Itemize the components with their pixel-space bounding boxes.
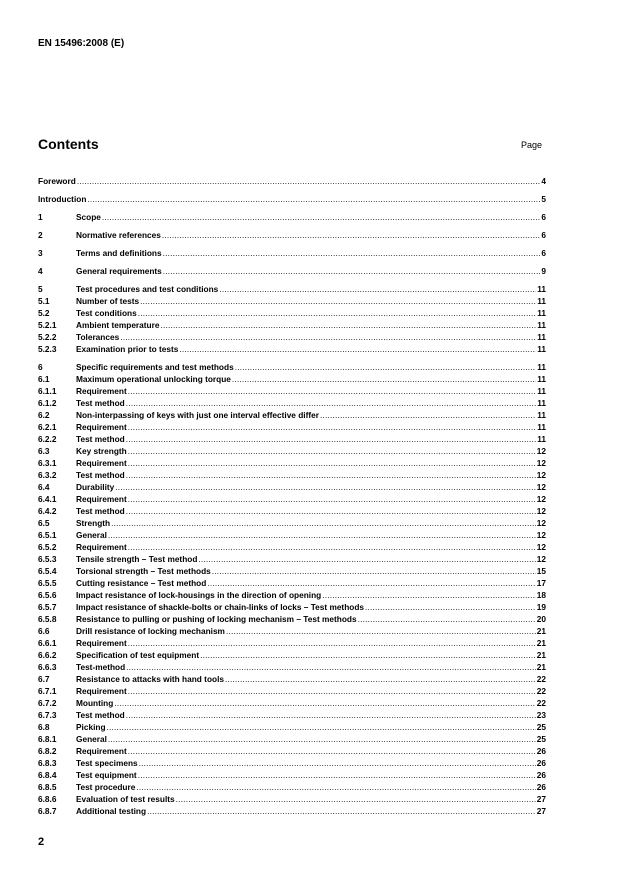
- toc-entry-number: 6.8.3: [38, 758, 57, 768]
- toc-entry-number: 6.8.5: [38, 782, 57, 792]
- toc-entry-title: Test procedure: [76, 782, 136, 792]
- toc-entry-title: Resistance to pulling or pushing of locking mechanism – Test methods: [76, 614, 357, 624]
- toc-entry[interactable]: [38, 529, 546, 541]
- toc-dot-leader: [200, 649, 536, 661]
- toc-dot-leader: [128, 445, 536, 457]
- toc-entry-page: 27: [536, 806, 546, 816]
- toc-entry-title: Requirement: [76, 386, 127, 396]
- toc-entry-page: 6: [541, 212, 546, 222]
- toc-entry[interactable]: [38, 397, 546, 409]
- toc-entry-page: 23: [536, 710, 546, 720]
- toc-entry[interactable]: [38, 541, 546, 553]
- toc-entry[interactable]: [38, 517, 546, 529]
- toc-entry-title: Examination prior to tests: [76, 344, 179, 354]
- toc-entry[interactable]: [38, 409, 546, 421]
- toc-dot-leader: [102, 211, 540, 223]
- toc-entry-title: Test specimens: [76, 758, 138, 768]
- toc-entry-number: 5: [38, 284, 43, 294]
- toc-entry-page: 5: [541, 194, 546, 204]
- toc-dot-leader: [232, 373, 536, 385]
- toc-entry-title: General requirements: [76, 266, 162, 276]
- toc-entry[interactable]: [38, 445, 546, 457]
- toc-dot-leader: [128, 685, 536, 697]
- toc-dot-leader: [226, 625, 536, 637]
- toc-entry-page: 11: [537, 386, 546, 396]
- toc-entry-title: Test procedures and test conditions: [76, 284, 219, 294]
- toc-entry-page: 21: [536, 662, 546, 672]
- toc-entry-number: 6.7.1: [38, 686, 57, 696]
- toc-entry[interactable]: [38, 601, 546, 613]
- toc-dot-leader: [128, 457, 536, 469]
- toc-entry-number: 5.2.2: [38, 332, 57, 342]
- toc-entry-page: 11: [537, 410, 546, 420]
- toc-entry-title: Test method: [76, 710, 125, 720]
- toc-entry-page: 4: [541, 176, 546, 186]
- toc-entry-page: 12: [536, 494, 546, 504]
- toc-entry[interactable]: [38, 457, 546, 469]
- toc-dot-leader: [179, 343, 536, 355]
- toc-dot-leader: [87, 193, 540, 205]
- toc-entry-number: 6.4: [38, 482, 50, 492]
- toc-entry-title: Tolerances: [76, 332, 120, 342]
- toc-entry-title: Foreword: [38, 176, 76, 186]
- toc-entry-page: 11: [537, 434, 546, 444]
- toc-dot-leader: [322, 589, 536, 601]
- toc-entry-number: 6.5.8: [38, 614, 57, 624]
- toc-entry-number: 6.6: [38, 626, 50, 636]
- toc-entry-page: 25: [536, 722, 546, 732]
- toc-entry-number: 1: [38, 212, 43, 222]
- toc-dot-leader: [163, 265, 541, 277]
- toc-entry-title: Test method: [76, 506, 125, 516]
- toc-entry-page: 11: [537, 332, 546, 342]
- toc-entry[interactable]: [38, 613, 546, 625]
- toc-entry-page: 11: [537, 308, 546, 318]
- toc-entry-page: 26: [536, 758, 546, 768]
- toc-dot-leader: [111, 517, 536, 529]
- toc-entry-title: Maximum operational unlocking torque: [76, 374, 231, 384]
- toc-entry-number: 6.4.1: [38, 494, 57, 504]
- toc-entry-number: 4: [38, 266, 43, 276]
- toc-dot-leader: [160, 319, 536, 331]
- toc-entry-title: Durability: [76, 482, 115, 492]
- toc-entry-number: 6.3.2: [38, 470, 57, 480]
- toc-entry[interactable]: [38, 805, 546, 817]
- toc-dot-leader: [365, 601, 536, 613]
- toc-entry-title: Introduction: [38, 194, 87, 204]
- toc-entry-page: 11: [537, 398, 546, 408]
- toc-dot-leader: [139, 757, 536, 769]
- toc-entry[interactable]: [38, 229, 546, 241]
- toc-entry-number: 6.5.7: [38, 602, 57, 612]
- toc-entry-page: 22: [536, 698, 546, 708]
- toc-dot-leader: [320, 409, 536, 421]
- toc-entry[interactable]: [38, 175, 546, 187]
- toc-entry-page: 12: [536, 506, 546, 516]
- toc-dot-leader: [176, 793, 536, 805]
- toc-entry-number: 6.5: [38, 518, 50, 528]
- toc-entry[interactable]: [38, 307, 546, 319]
- toc-entry[interactable]: [38, 673, 546, 685]
- toc-entry-page: 12: [536, 458, 546, 468]
- toc-entry-page: 11: [537, 344, 546, 354]
- toc-dot-leader: [115, 481, 536, 493]
- toc-entry-title: Test conditions: [76, 308, 137, 318]
- toc-entry[interactable]: [38, 265, 546, 277]
- toc-dot-leader: [108, 529, 536, 541]
- toc-entry-page: 17: [536, 578, 546, 588]
- toc-entry-number: 5.2.1: [38, 320, 57, 330]
- toc-entry-number: 6.8.7: [38, 806, 57, 816]
- toc-entry-title: Cutting resistance – Test method: [76, 578, 207, 588]
- toc-entry-page: 12: [536, 542, 546, 552]
- toc-entry-page: 12: [536, 470, 546, 480]
- toc-entry[interactable]: [38, 637, 546, 649]
- toc-entry-number: 2: [38, 230, 43, 240]
- toc-entry-page: 12: [536, 446, 546, 456]
- toc-entry-number: 6.5.6: [38, 590, 57, 600]
- toc-entry-page: 26: [536, 782, 546, 792]
- toc-entry-number: 6.6.1: [38, 638, 57, 648]
- toc-entry-title: Non-interpassing of keys with just one interval effective differ: [76, 410, 319, 420]
- toc-entry-number: 6.8.4: [38, 770, 57, 780]
- toc-entry-page: 11: [537, 284, 546, 294]
- toc-dot-leader: [126, 661, 536, 673]
- toc-entry[interactable]: [38, 649, 546, 661]
- toc-dot-leader: [162, 229, 541, 241]
- toc-entry-number: 6.5.5: [38, 578, 57, 588]
- toc-entry-number: 6.8.2: [38, 746, 57, 756]
- toc-entry[interactable]: [38, 781, 546, 793]
- toc-entry-title: Requirement: [76, 638, 127, 648]
- toc-dot-leader: [212, 565, 536, 577]
- toc-entry-page: 21: [536, 626, 546, 636]
- toc-entry-title: Mounting: [76, 698, 114, 708]
- toc-entry-title: Test method: [76, 434, 125, 444]
- toc-entry-number: 3: [38, 248, 43, 258]
- toc-entry[interactable]: [38, 295, 546, 307]
- toc-entry-title: Specification of test equipment: [76, 650, 200, 660]
- toc-entry-number: 5.2.3: [38, 344, 57, 354]
- toc-entry-page: 9: [541, 266, 546, 276]
- toc-entry[interactable]: [38, 343, 546, 355]
- toc-dot-leader: [120, 331, 536, 343]
- toc-entry-page: 11: [537, 320, 546, 330]
- toc-dot-leader: [136, 781, 535, 793]
- toc-dot-leader: [128, 637, 536, 649]
- toc-entry-number: 5.1: [38, 296, 50, 306]
- toc-entry[interactable]: [38, 421, 546, 433]
- toc-entry[interactable]: [38, 769, 546, 781]
- toc-dot-leader: [140, 295, 536, 307]
- toc-entry-page: 27: [536, 794, 546, 804]
- toc-dot-leader: [128, 493, 536, 505]
- toc-entry-title: Requirement: [76, 458, 127, 468]
- toc-entry[interactable]: [38, 283, 546, 295]
- toc-entry-page: 22: [536, 686, 546, 696]
- toc-entry-title: Terms and definitions: [76, 248, 162, 258]
- toc-dot-leader: [128, 541, 536, 553]
- toc-entry[interactable]: [38, 505, 546, 517]
- toc-entry-page: 26: [536, 770, 546, 780]
- toc-entry[interactable]: [38, 493, 546, 505]
- toc-entry-title: Test method: [76, 398, 125, 408]
- toc-entry[interactable]: [38, 589, 546, 601]
- toc-dot-leader: [108, 733, 536, 745]
- toc-entry-number: 6.2.2: [38, 434, 57, 444]
- toc-entry[interactable]: [38, 481, 546, 493]
- toc-entry-number: 6.5.3: [38, 554, 57, 564]
- toc-dot-leader: [126, 469, 536, 481]
- toc-entry[interactable]: [38, 361, 546, 373]
- toc-entry-page: 11: [537, 362, 546, 372]
- toc-dot-leader: [128, 421, 537, 433]
- toc-entry-page: 11: [537, 296, 546, 306]
- toc-dot-leader: [207, 577, 535, 589]
- toc-dot-leader: [126, 505, 536, 517]
- toc-entry-page: 6: [541, 230, 546, 240]
- toc-entry-page: 18: [536, 590, 546, 600]
- toc-entry-number: 6.7.3: [38, 710, 57, 720]
- toc-entry-number: 5.2: [38, 308, 50, 318]
- toc-entry-title: Requirement: [76, 746, 127, 756]
- toc-entry-page: 19: [536, 602, 546, 612]
- toc-entry[interactable]: [38, 331, 546, 343]
- toc-entry-page: 12: [536, 482, 546, 492]
- toc-entry-page: 21: [536, 638, 546, 648]
- toc-dot-leader: [128, 385, 537, 397]
- toc-entry[interactable]: [38, 733, 546, 745]
- toc-dot-leader: [126, 397, 537, 409]
- toc-entry-number: 6.8: [38, 722, 50, 732]
- toc-entry[interactable]: [38, 745, 546, 757]
- toc-entry-title: Impact resistance of lock-housings in the direction of opening: [76, 590, 322, 600]
- toc-entry-number: 6.5.2: [38, 542, 57, 552]
- toc-entry-title: Resistance to attacks with hand tools: [76, 674, 224, 684]
- toc-dot-leader: [358, 613, 536, 625]
- toc-entry-title: Ambient temperature: [76, 320, 160, 330]
- toc-entry-title: Impact resistance of shackle-bolts or chain-links of locks – Test methods: [76, 602, 365, 612]
- toc-entry[interactable]: [38, 553, 546, 565]
- toc-dot-leader: [128, 745, 536, 757]
- toc-entry-number: 6.8.1: [38, 734, 57, 744]
- toc-entry[interactable]: [38, 709, 546, 721]
- toc-entry[interactable]: [38, 685, 546, 697]
- toc-entry-title: General: [76, 734, 107, 744]
- toc-dot-leader: [126, 709, 536, 721]
- toc-dot-leader: [126, 433, 537, 445]
- toc-entry[interactable]: [38, 721, 546, 733]
- toc-entry[interactable]: [38, 469, 546, 481]
- toc-entry-number: 6.5.1: [38, 530, 57, 540]
- toc-dot-leader: [77, 175, 541, 187]
- toc-entry-page: 22: [536, 674, 546, 684]
- toc-dot-leader: [138, 769, 536, 781]
- toc-dot-leader: [198, 553, 535, 565]
- toc-entry-page: 12: [536, 530, 546, 540]
- toc-entry-number: 6.5.4: [38, 566, 57, 576]
- toc-entry-number: 6.7: [38, 674, 50, 684]
- toc-entry-title: Normative references: [76, 230, 161, 240]
- toc-entry[interactable]: [38, 373, 546, 385]
- toc-entry-number: 6.2: [38, 410, 50, 420]
- toc-entry[interactable]: [38, 697, 546, 709]
- toc-entry-number: 6.1.2: [38, 398, 57, 408]
- toc-entry-page: 12: [536, 518, 546, 528]
- toc-entry-page: 26: [536, 746, 546, 756]
- toc-entry-page: 15: [536, 566, 546, 576]
- toc-dot-leader: [114, 697, 535, 709]
- toc-entry-title: Torsional strength – Test methods: [76, 566, 211, 576]
- toc-entry-page: 21: [536, 650, 546, 660]
- toc-dot-leader: [107, 721, 536, 733]
- page-number: 2: [38, 836, 45, 848]
- toc-entry-title: Additional testing: [76, 806, 147, 816]
- toc-entry[interactable]: [38, 565, 546, 577]
- toc-entry-page: 11: [537, 422, 546, 432]
- toc-entry[interactable]: [38, 247, 546, 259]
- toc-entry[interactable]: [38, 385, 546, 397]
- page-column-label: Page: [521, 140, 543, 150]
- toc-entry-title: Picking: [76, 722, 106, 732]
- toc-entry-number: 6.3: [38, 446, 50, 456]
- toc-entry-title: Number of tests: [76, 296, 140, 306]
- toc-entry-number: 6.1: [38, 374, 50, 384]
- toc-entry-title: Requirement: [76, 494, 127, 504]
- toc-dot-leader: [138, 307, 537, 319]
- toc-entry-title: Test equipment: [76, 770, 137, 780]
- toc-entry-number: 6.4.2: [38, 506, 57, 516]
- toc-entry-title: Requirement: [76, 422, 127, 432]
- toc-entry-title: Key strength: [76, 446, 127, 456]
- toc-entry-title: General: [76, 530, 107, 540]
- toc-dot-leader: [147, 805, 536, 817]
- toc-dot-leader: [225, 673, 536, 685]
- toc-entry-number: 6.6.2: [38, 650, 57, 660]
- toc-dot-leader: [235, 361, 537, 373]
- toc-entry[interactable]: [38, 757, 546, 769]
- toc-entry-title: Scope: [76, 212, 101, 222]
- toc-entry-title: Test method: [76, 470, 125, 480]
- toc-entry[interactable]: [38, 793, 546, 805]
- toc-dot-leader: [163, 247, 541, 259]
- toc-entry-title: Test-method: [76, 662, 126, 672]
- toc-entry[interactable]: [38, 577, 546, 589]
- toc-entry-number: 6: [38, 362, 43, 372]
- toc-entry-page: 12: [536, 554, 546, 564]
- toc-entry-title: Requirement: [76, 686, 127, 696]
- toc-entry[interactable]: [38, 211, 546, 223]
- toc-entry[interactable]: [38, 433, 546, 445]
- toc-entry[interactable]: [38, 661, 546, 673]
- document-id: EN 15496:2008 (E): [38, 38, 125, 49]
- toc-entry-number: 6.8.6: [38, 794, 57, 804]
- toc-entry-page: 25: [536, 734, 546, 744]
- toc-entry-number: 6.2.1: [38, 422, 57, 432]
- toc-entry-page: 6: [541, 248, 546, 258]
- toc-entry[interactable]: [38, 625, 546, 637]
- toc-entry-number: 6.1.1: [38, 386, 57, 396]
- toc-entry-page: 20: [536, 614, 546, 624]
- toc-entry-number: 6.7.2: [38, 698, 57, 708]
- toc-entry-page: 11: [537, 374, 546, 384]
- toc-dot-leader: [219, 283, 536, 295]
- contents-title: Contents: [38, 136, 99, 152]
- toc-entry-title: Requirement: [76, 542, 127, 552]
- toc-entry-title: Strength: [76, 518, 111, 528]
- toc-entry-title: Tensile strength – Test method: [76, 554, 198, 564]
- toc-entry[interactable]: [38, 319, 546, 331]
- toc-entry[interactable]: [38, 193, 546, 205]
- toc-entry-number: 6.6.3: [38, 662, 57, 672]
- toc-entry-title: Specific requirements and test methods: [76, 362, 234, 372]
- toc-entry-title: Drill resistance of locking mechanism: [76, 626, 225, 636]
- toc-entry-number: 6.3.1: [38, 458, 57, 468]
- toc-entry-title: Evaluation of test results: [76, 794, 175, 804]
- table-of-contents: [38, 175, 546, 817]
